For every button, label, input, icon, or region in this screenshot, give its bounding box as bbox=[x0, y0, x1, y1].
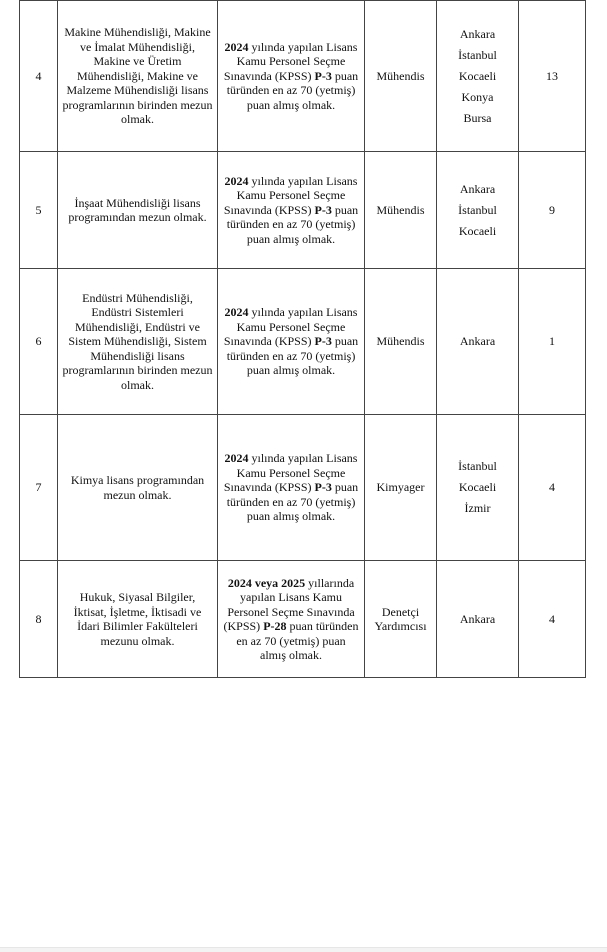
city-list bbox=[437, 1, 519, 152]
city: Kocaeli bbox=[458, 223, 497, 238]
page-bottom-edge bbox=[0, 947, 607, 952]
city: Ankara bbox=[459, 611, 496, 626]
table-row bbox=[20, 415, 586, 561]
exam-requirement: 2024 yılında yapılan Lisans Kamu Personel Seçme Sınavında (KPSS) P-3 puan türünden en az 70 (yetmiş) puan almış olmak. bbox=[218, 269, 365, 415]
city: İstanbul bbox=[458, 202, 497, 217]
exam-requirement: 2024 yılında yapılan Lisans Kamu Personel Seçme Sınavında (KPSS) P-3 puan türünden en az 70 (yetmiş) puan almış olmak. bbox=[218, 1, 365, 152]
city-list bbox=[437, 152, 519, 269]
city: Ankara bbox=[459, 334, 496, 348]
row-number: 7 bbox=[20, 415, 58, 561]
position-title: Mühendis bbox=[365, 1, 437, 152]
row-number: 4 bbox=[20, 1, 58, 152]
education-requirement: İnşaat Mühendisliği lisans programından mezun olmak. bbox=[58, 152, 218, 269]
exam-requirement: 2024 yılında yapılan Lisans Kamu Personel Seçme Sınavında (KPSS) P-3 puan türünden en az 70 (yetmiş) puan almış olmak. bbox=[218, 415, 365, 561]
exam-requirement: 2024 veya 2025 yıllarında yapılan Lisans Kamu Personel Seçme Sınavında (KPSS) P-28 puan türünden en az 70 (yetmiş) puan almış olmak. bbox=[218, 561, 365, 678]
table-row bbox=[20, 269, 586, 415]
city-list bbox=[437, 415, 519, 561]
city: Ankara bbox=[459, 181, 496, 196]
city: Konya bbox=[461, 89, 494, 104]
position-title: Denetçi Yardımcısı bbox=[365, 561, 437, 678]
table-row bbox=[20, 561, 586, 678]
city-list bbox=[437, 561, 519, 678]
position-count: 4 bbox=[519, 415, 586, 561]
row-number: 5 bbox=[20, 152, 58, 269]
position-count: 1 bbox=[519, 269, 586, 415]
city: Kocaeli bbox=[458, 68, 497, 83]
city: Ankara bbox=[459, 26, 496, 41]
table-row bbox=[20, 152, 586, 269]
education-requirement: Hukuk, Siyasal Bilgiler, İktisat, İşletme, İktisadi ve İdari Bilimler Fakülteleri mezunu olmak. bbox=[58, 561, 218, 678]
row-number: 8 bbox=[20, 561, 58, 678]
city: İstanbul bbox=[458, 47, 497, 62]
position-count: 13 bbox=[519, 1, 586, 152]
city: Kocaeli bbox=[458, 480, 497, 494]
education-requirement: Endüstri Mühendisliği, Endüstri Sistemleri Mühendisliği, Endüstri ve Sistem Mühendisliği, Sistem Mühendisliği lisans programlarının birinden mezun olmak. bbox=[58, 269, 218, 415]
city: İzmir bbox=[464, 501, 491, 515]
city: İstanbul bbox=[458, 459, 497, 473]
position-title: Mühendis bbox=[365, 152, 437, 269]
position-title: Kimyager bbox=[365, 415, 437, 561]
job-positions-table bbox=[19, 0, 586, 678]
position-count: 4 bbox=[519, 561, 586, 678]
table-row bbox=[20, 1, 586, 152]
city-list bbox=[437, 269, 519, 415]
position-count: 9 bbox=[519, 152, 586, 269]
exam-requirement: 2024 yılında yapılan Lisans Kamu Personel Seçme Sınavında (KPSS) P-3 puan türünden en az 70 (yetmiş) puan almış olmak. bbox=[218, 152, 365, 269]
row-number: 6 bbox=[20, 269, 58, 415]
education-requirement: Makine Mühendisliği, Makine ve İmalat Mühendisliği, Makine ve Üretim Mühendisliği, Makine ve Malzeme Mühendisliği lisans programlarının birinden mezun olmak. bbox=[58, 1, 218, 152]
position-title: Mühendis bbox=[365, 269, 437, 415]
city: Bursa bbox=[463, 110, 492, 125]
education-requirement: Kimya lisans programından mezun olmak. bbox=[58, 415, 218, 561]
